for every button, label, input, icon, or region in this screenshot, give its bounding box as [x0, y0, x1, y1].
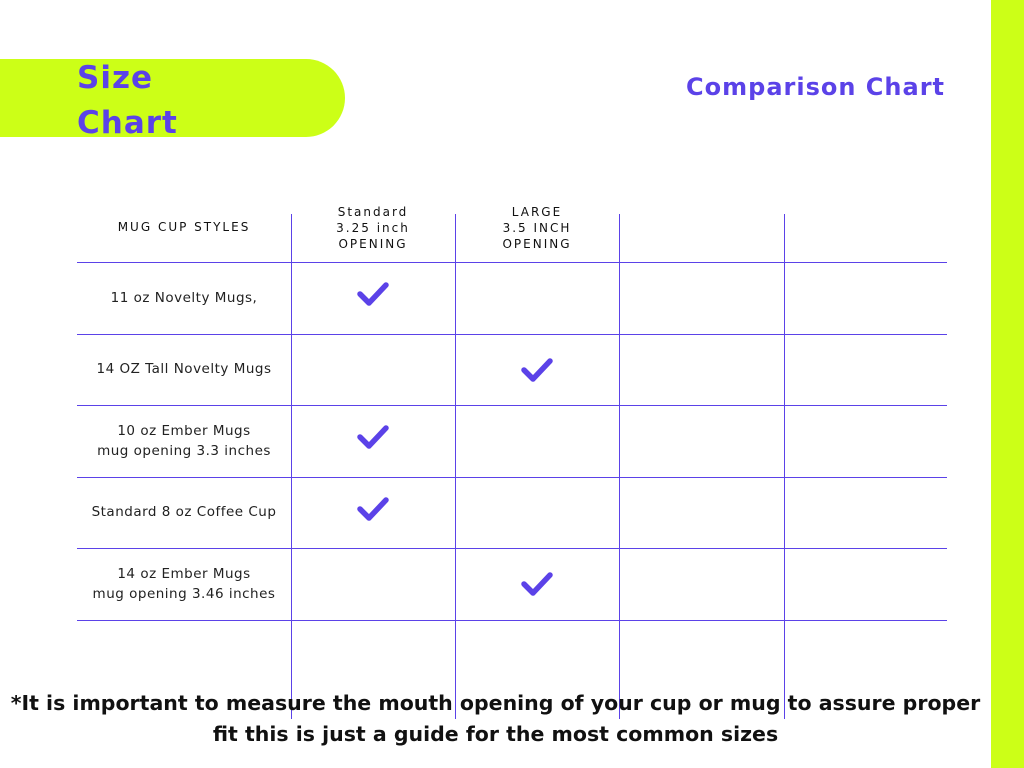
column-header-line: OPENING — [502, 237, 572, 251]
page-subtitle: Comparison Chart — [686, 73, 945, 101]
row-label-line: mug opening 3.46 inches — [92, 586, 276, 602]
row-divider — [77, 548, 947, 549]
column-header-line: MUG CUP STYLES — [117, 220, 251, 234]
page-title-line-2: Chart — [77, 105, 178, 141]
column-divider — [291, 214, 292, 719]
footnote-line-2: fit this is just a guide for the most common sizes — [212, 722, 779, 746]
column-header — [291, 204, 455, 252]
checkmark-icon — [356, 280, 390, 308]
row-label — [77, 359, 291, 379]
column-header-line: 3.25 inch — [336, 221, 410, 235]
row-divider — [77, 262, 947, 263]
row-divider — [77, 477, 947, 478]
column-header-line: OPENING — [338, 237, 408, 251]
column-header-line: Standard — [337, 205, 409, 219]
row-label-line: 11 oz Novelty Mugs, — [110, 290, 258, 306]
column-divider — [455, 214, 456, 719]
row-label — [77, 421, 291, 461]
footnote — [0, 688, 991, 750]
checkmark-icon — [520, 356, 554, 384]
row-label-line: 14 oz Ember Mugs — [117, 566, 251, 582]
column-header-line: LARGE — [511, 205, 563, 219]
column-header — [455, 204, 619, 252]
row-divider — [77, 620, 947, 621]
column-divider — [784, 214, 785, 719]
row-label — [77, 502, 291, 522]
row-label-line: mug opening 3.3 inches — [97, 443, 271, 459]
side-accent-bar — [991, 0, 1024, 768]
checkmark-icon — [356, 495, 390, 523]
column-header — [77, 219, 291, 235]
page-title-line-1: Size — [77, 60, 154, 96]
row-label — [77, 564, 291, 604]
row-label-line: 10 oz Ember Mugs — [117, 423, 251, 439]
row-divider — [77, 405, 947, 406]
row-divider — [77, 334, 947, 335]
column-header-line: 3.5 INCH — [502, 221, 572, 235]
row-label — [77, 288, 291, 308]
row-label-line: 14 OZ Tall Novelty Mugs — [96, 361, 272, 377]
checkmark-icon — [520, 570, 554, 598]
row-label-line: Standard 8 oz Coffee Cup — [91, 504, 277, 520]
column-divider — [619, 214, 620, 719]
footnote-line-1: *It is important to measure the mouth opening of your cup or mug to assure proper — [10, 691, 981, 715]
checkmark-icon — [356, 423, 390, 451]
page-title — [77, 56, 277, 146]
